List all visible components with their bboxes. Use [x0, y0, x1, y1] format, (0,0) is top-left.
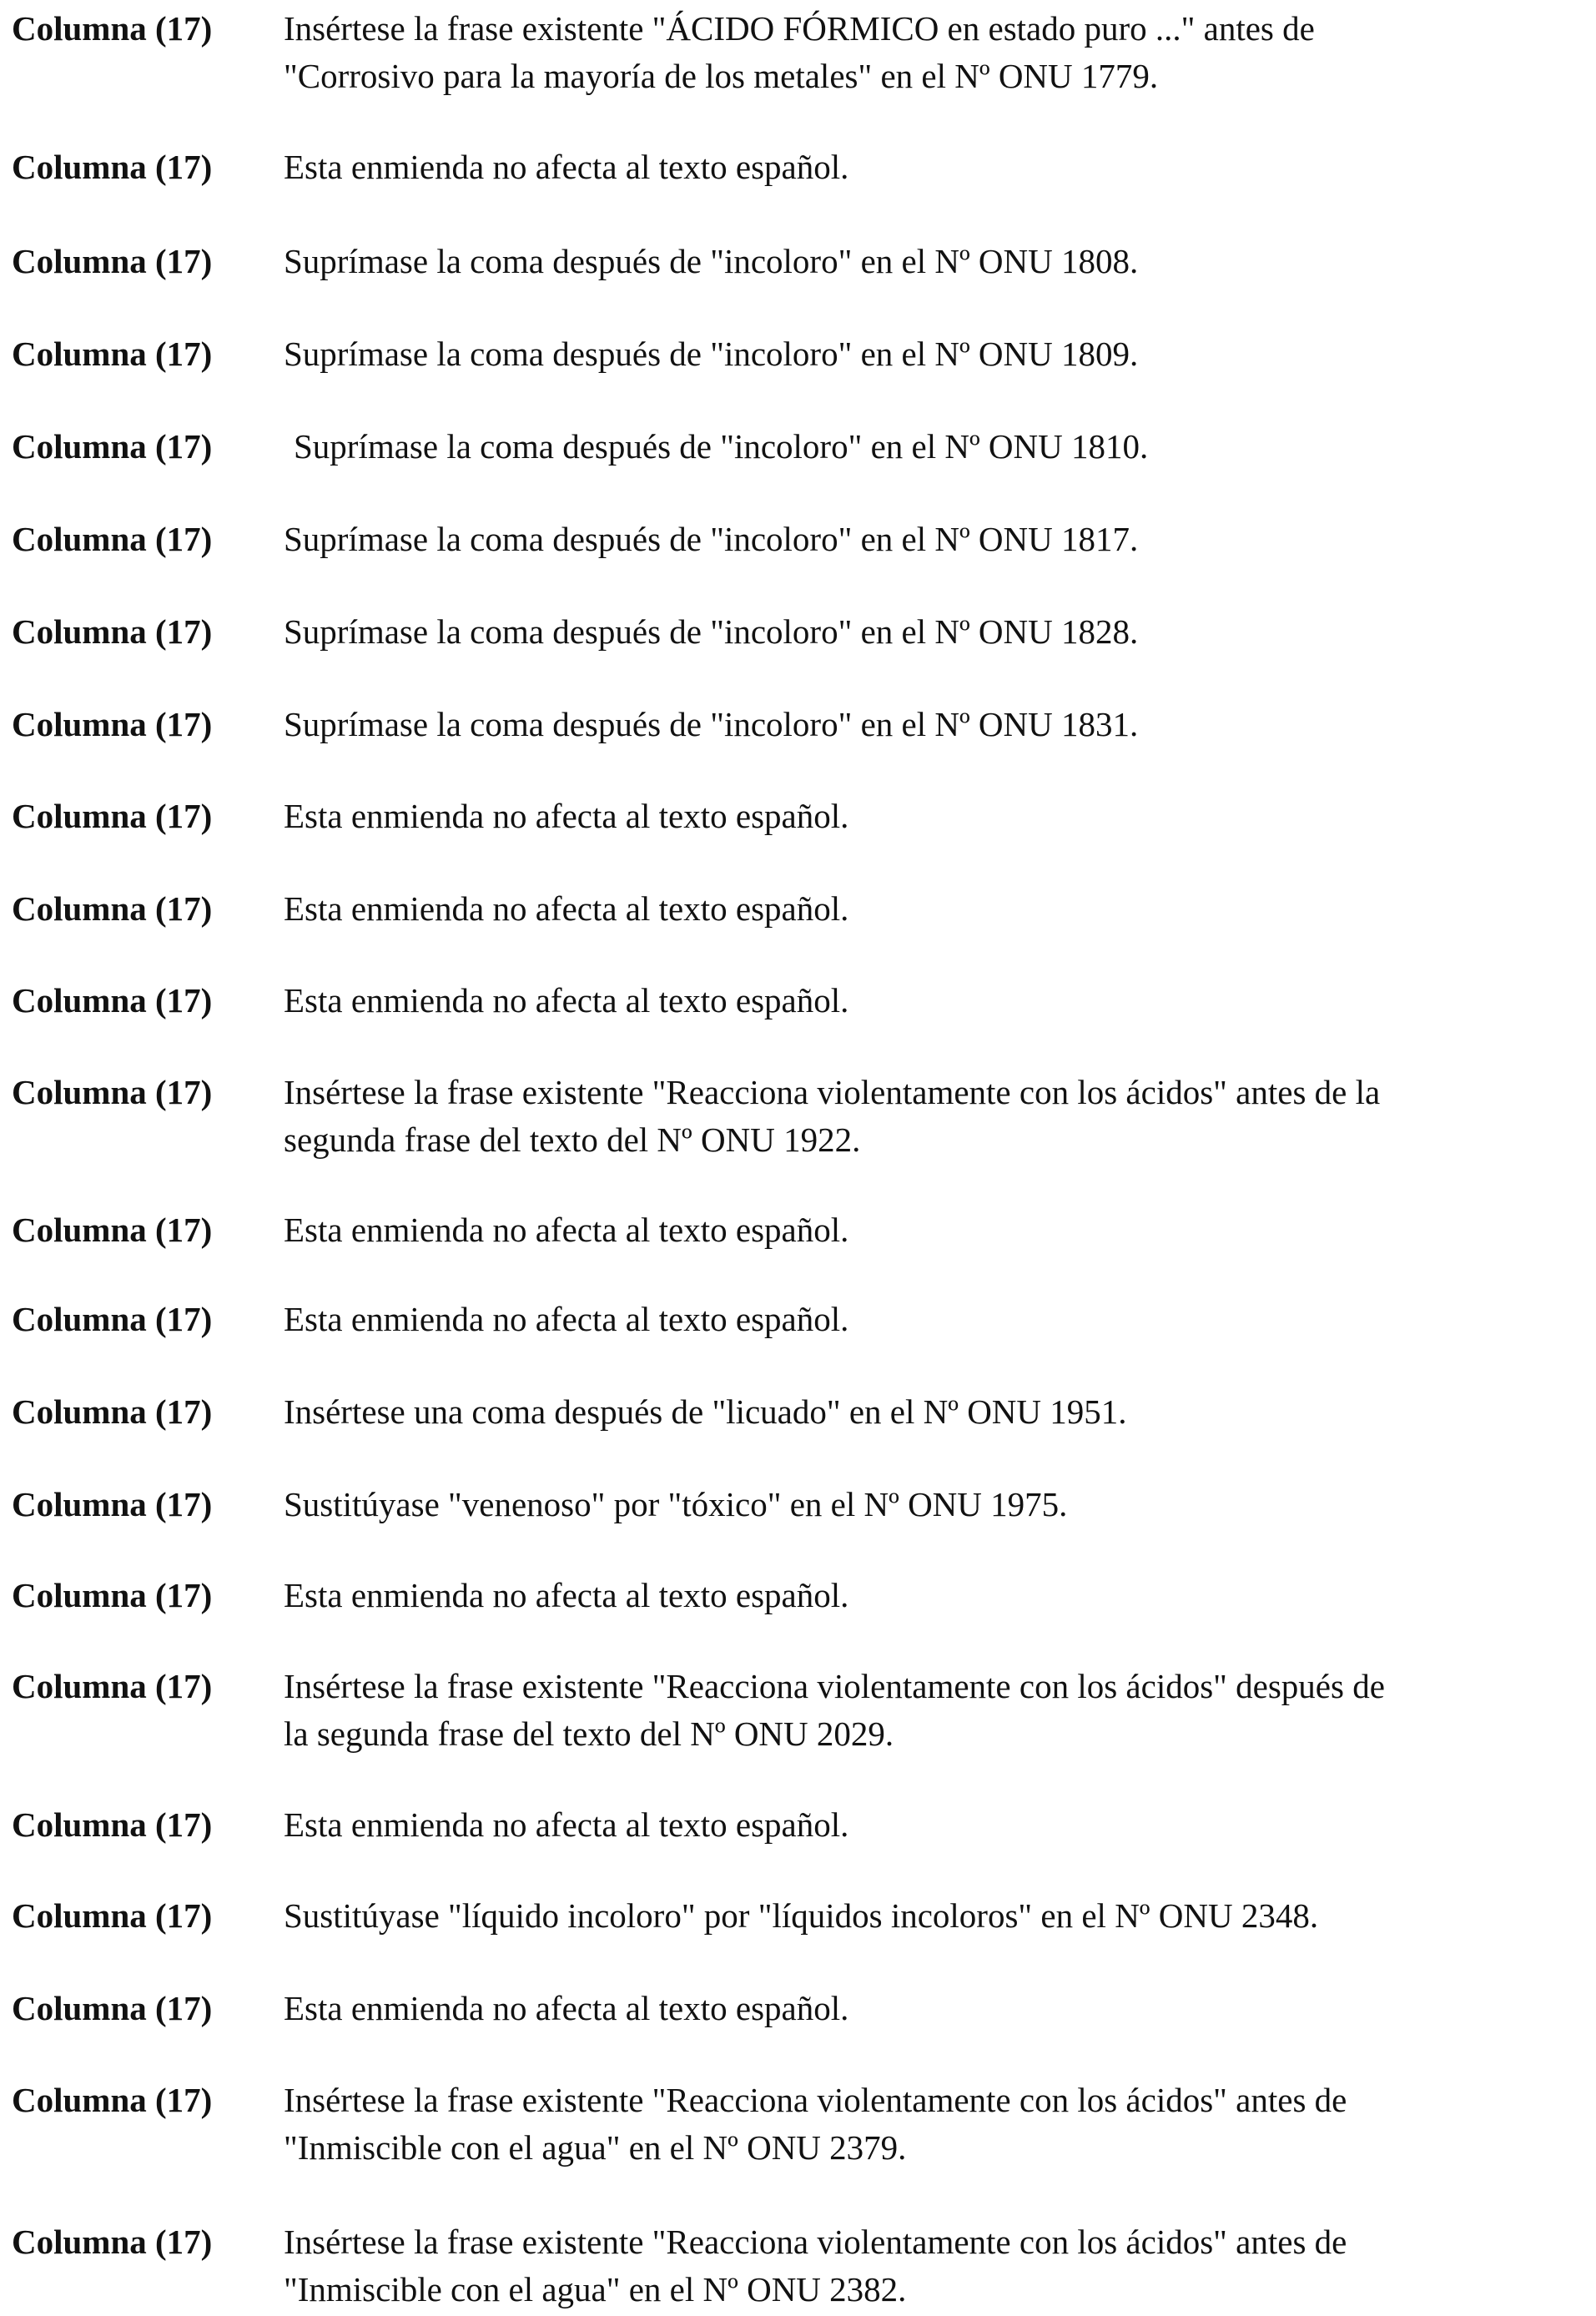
amendment-text — [284, 885, 1590, 933]
amendment-text — [284, 1069, 1590, 1164]
amendment-text-line: Esta enmienda no afecta al texto español. — [284, 148, 849, 186]
column-label: Columna (17) — [12, 1896, 213, 1935]
amendment-text-line: Suprímase la coma después de "incoloro" en el Nº ONU 1831. — [284, 705, 1139, 743]
amendment-text — [284, 516, 1590, 563]
amendment-text — [284, 2218, 1590, 2313]
amendment-text-line: Sustitúyase "líquido incoloro" por "líquidos incoloros" en el Nº ONU 2348. — [284, 1896, 1319, 1935]
amendment-text — [284, 143, 1590, 191]
column-label: Columna (17) — [12, 335, 213, 373]
column-label: Columna (17) — [12, 1576, 213, 1614]
amendment-text — [284, 5, 1590, 100]
column-label: Columna (17) — [12, 1989, 213, 2027]
amendment-text-line: Esta enmienda no afecta al texto español. — [284, 889, 849, 928]
amendment-text-line: Esta enmienda no afecta al texto español. — [284, 1211, 849, 1249]
column-label: Columna (17) — [12, 981, 213, 1020]
column-label: Columna (17) — [12, 1211, 213, 1249]
column-label: Columna (17) — [12, 1300, 213, 1338]
column-label: Columna (17) — [12, 1073, 213, 1111]
amendment-text-line: la segunda frase del texto del Nº ONU 2029. — [284, 1714, 894, 1753]
amendment-text-line: Insértese una coma después de "licuado" en el Nº ONU 1951. — [284, 1392, 1127, 1431]
amendment-text-line: Esta enmienda no afecta al texto español. — [284, 1576, 849, 1614]
amendment-text — [284, 793, 1590, 840]
amendment-text — [284, 2077, 1590, 2172]
amendment-text-line: Esta enmienda no afecta al texto español. — [284, 1805, 849, 1844]
amendment-text-line: Suprímase la coma después de "incoloro" en el Nº ONU 1817. — [284, 520, 1139, 558]
amendment-text-line: Insértese la frase existente "Reacciona violentamente con los ácidos" antes de — [284, 2223, 1347, 2261]
column-label: Columna (17) — [12, 612, 213, 651]
amendment-text — [284, 330, 1590, 378]
column-label: Columna (17) — [12, 427, 213, 466]
amendment-text — [284, 238, 1590, 285]
column-label: Columna (17) — [12, 1805, 213, 1844]
amendment-text-line: Suprímase la coma después de "incoloro" en el Nº ONU 1810. — [294, 427, 1149, 466]
amendment-text — [284, 1296, 1590, 1343]
amendment-text-line: "Inmiscible con el agua" en el Nº ONU 2379. — [284, 2128, 907, 2167]
column-label: Columna (17) — [12, 1485, 213, 1523]
amendment-text — [284, 1572, 1590, 1619]
amendment-text-line: Esta enmienda no afecta al texto español. — [284, 981, 849, 1020]
column-label: Columna (17) — [12, 2081, 213, 2119]
amendment-text-line: "Inmiscible con el agua" en el Nº ONU 2382. — [284, 2270, 907, 2308]
column-label: Columna (17) — [12, 148, 213, 186]
amendment-text — [284, 1801, 1590, 1849]
amendment-text — [284, 1663, 1590, 1758]
amendment-text-line: Insértese la frase existente "ÁCIDO FÓRMICO en estado puro ..." antes de — [284, 9, 1315, 48]
column-label: Columna (17) — [12, 9, 213, 48]
amendment-text-line: Esta enmienda no afecta al texto español. — [284, 1300, 849, 1338]
column-label: Columna (17) — [12, 1392, 213, 1431]
amendment-text — [284, 977, 1590, 1025]
amendment-text — [294, 423, 1590, 471]
amendment-text — [284, 1481, 1590, 1528]
amendment-text-line: Suprímase la coma después de "incoloro" en el Nº ONU 1828. — [284, 612, 1139, 651]
amendment-text-line: Suprímase la coma después de "incoloro" en el Nº ONU 1808. — [284, 242, 1139, 280]
amendment-text — [284, 608, 1590, 656]
amendment-text — [284, 1388, 1590, 1436]
column-label: Columna (17) — [12, 797, 213, 835]
column-label: Columna (17) — [12, 705, 213, 743]
amendment-text-line: Suprímase la coma después de "incoloro" en el Nº ONU 1809. — [284, 335, 1139, 373]
amendment-text-line: Insértese la frase existente "Reacciona violentamente con los ácidos" después de — [284, 1667, 1385, 1705]
amendment-text-line: Insértese la frase existente "Reacciona violentamente con los ácidos" antes de la — [284, 1073, 1381, 1111]
amendment-text-line: Sustitúyase "venenoso" por "tóxico" en el Nº ONU 1975. — [284, 1485, 1068, 1523]
amendment-text-line: Esta enmienda no afecta al texto español. — [284, 797, 849, 835]
amendment-text-line: "Corrosivo para la mayoría de los metales" en el Nº ONU 1779. — [284, 57, 1159, 95]
column-label: Columna (17) — [12, 2223, 213, 2261]
amendment-text — [284, 1985, 1590, 2032]
column-label: Columna (17) — [12, 242, 213, 280]
amendment-text-line: Esta enmienda no afecta al texto español. — [284, 1989, 849, 2027]
amendment-text — [284, 701, 1590, 748]
amendment-text — [284, 1892, 1590, 1940]
amendment-text — [284, 1206, 1590, 1254]
column-label: Columna (17) — [12, 889, 213, 928]
amendment-text-line: segunda frase del texto del Nº ONU 1922. — [284, 1120, 861, 1159]
column-label: Columna (17) — [12, 1667, 213, 1705]
column-label: Columna (17) — [12, 520, 213, 558]
amendment-text-line: Insértese la frase existente "Reacciona violentamente con los ácidos" antes de — [284, 2081, 1347, 2119]
